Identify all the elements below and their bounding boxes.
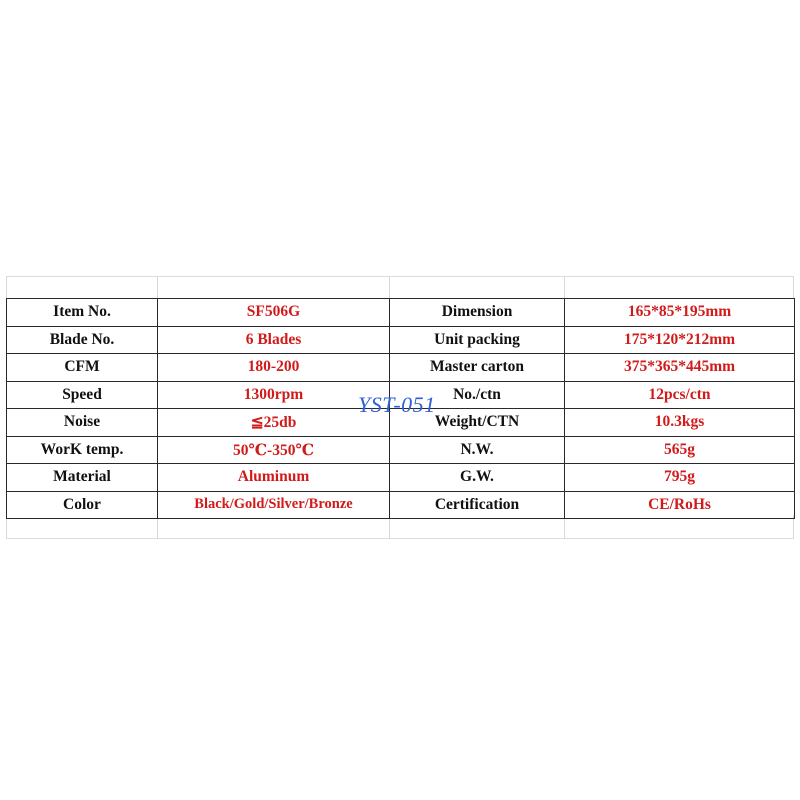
spec-value: 10.3kgs bbox=[565, 409, 795, 437]
gridline bbox=[6, 276, 7, 298]
spec-label: N.W. bbox=[390, 436, 565, 464]
spec-label: Weight/CTN bbox=[390, 409, 565, 437]
spec-value: 375*365*445mm bbox=[565, 354, 795, 382]
spec-value: 165*85*195mm bbox=[565, 299, 795, 327]
spec-value: Black/Gold/Silver/Bronze bbox=[158, 491, 390, 519]
spec-label: Unit packing bbox=[390, 326, 565, 354]
spec-value: Aluminum bbox=[158, 464, 390, 492]
spec-value: 12pcs/ctn bbox=[565, 381, 795, 409]
gridline bbox=[157, 276, 158, 298]
spec-value: 180-200 bbox=[158, 354, 390, 382]
spec-value: 1300rpm bbox=[158, 381, 390, 409]
table-row bbox=[7, 326, 795, 354]
spec-value: 175*120*212mm bbox=[565, 326, 795, 354]
spec-label: Master carton bbox=[390, 354, 565, 382]
spec-table-body bbox=[7, 299, 795, 519]
spec-label: Item No. bbox=[7, 299, 158, 327]
spec-label: Material bbox=[7, 464, 158, 492]
watermark-text: YST-051 bbox=[358, 392, 436, 417]
spec-label: Certification bbox=[390, 491, 565, 519]
spec-value: 50℃-350℃ bbox=[158, 436, 390, 464]
spec-value: 795g bbox=[565, 464, 795, 492]
table-row bbox=[7, 409, 795, 437]
gridline bbox=[6, 276, 794, 277]
spec-label: Noise bbox=[7, 409, 158, 437]
gridline bbox=[564, 276, 565, 298]
spec-label: Color bbox=[7, 491, 158, 519]
spec-label: WorK temp. bbox=[7, 436, 158, 464]
spec-sheet bbox=[6, 276, 794, 540]
spec-value: ≦25db bbox=[158, 409, 390, 437]
spec-label: Blade No. bbox=[7, 326, 158, 354]
gridline bbox=[793, 276, 794, 298]
spec-label: CFM bbox=[7, 354, 158, 382]
table-row bbox=[7, 464, 795, 492]
table-row bbox=[7, 491, 795, 519]
spec-label: Speed bbox=[7, 381, 158, 409]
spec-value: 6 Blades bbox=[158, 326, 390, 354]
table-row bbox=[7, 436, 795, 464]
spec-label: Dimension bbox=[390, 299, 565, 327]
table-row bbox=[7, 354, 795, 382]
spec-value: CE/RoHs bbox=[565, 491, 795, 519]
gridline bbox=[389, 276, 390, 298]
spec-table bbox=[6, 298, 795, 519]
spec-value: 565g bbox=[565, 436, 795, 464]
spec-label: G.W. bbox=[390, 464, 565, 492]
spec-value: SF506G bbox=[158, 299, 390, 327]
spec-label: No./ctn bbox=[390, 381, 565, 409]
table-row bbox=[7, 299, 795, 327]
table-row bbox=[7, 381, 795, 409]
gridline bbox=[6, 538, 794, 539]
